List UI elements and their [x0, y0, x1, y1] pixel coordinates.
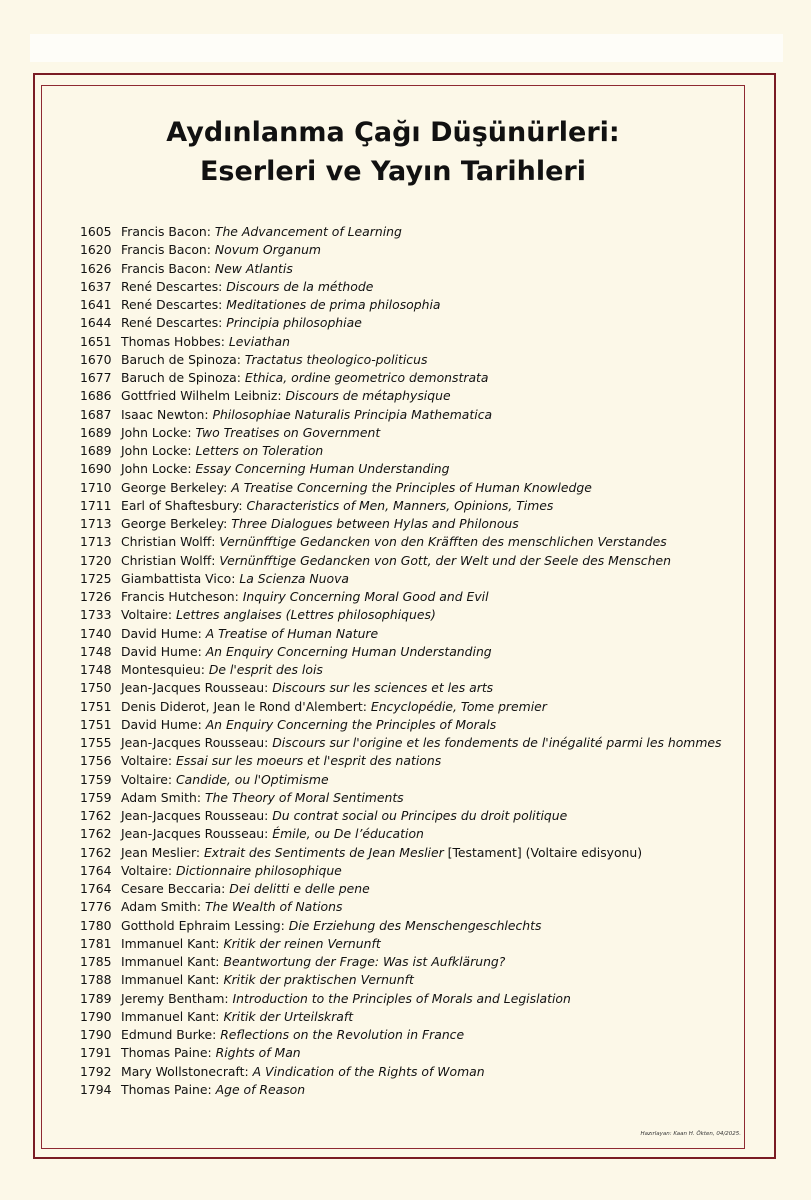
entry-work: Letters on Toleration	[195, 443, 324, 458]
entry-year: 1641	[80, 297, 112, 312]
entry-work: Lettres anglaises (Lettres philosophiques)	[176, 607, 436, 623]
entry-work: Vernünfftige Gedancken von den Kräfften des menschlichen Verstandes	[219, 534, 667, 550]
entry-author: Gottfried Wilhelm Leibniz:	[121, 388, 286, 404]
entry-work: Reflections on the Revolution in France	[220, 1027, 465, 1042]
list-item	[80, 588, 730, 606]
entry-work: Dictionnaire philosophique	[176, 862, 342, 878]
entry-year: 1626	[80, 260, 112, 276]
entry-work: Age of Reason	[215, 1081, 306, 1097]
entry-author: David Hume:	[121, 625, 206, 641]
list-item	[80, 990, 730, 1008]
entry-author: Voltaire:	[121, 862, 176, 878]
entry-work: A Vindication of the Rights of Woman	[252, 1063, 485, 1079]
entry-work: New Atlantis	[214, 260, 293, 276]
list-item	[80, 387, 730, 405]
entry-author: Isaac Newton:	[121, 406, 213, 422]
entry-year: 1689	[80, 443, 112, 458]
entry-author: Immanuel Kant:	[121, 972, 224, 988]
entry-year: 1764	[80, 881, 112, 896]
list-item	[80, 1063, 730, 1081]
entry-year: 1750	[80, 680, 112, 696]
entry-year: 1689	[80, 424, 112, 440]
list-item	[80, 807, 730, 825]
list-item	[80, 935, 730, 953]
list-item	[80, 679, 730, 697]
list-item	[80, 1044, 730, 1062]
entry-year: 1762	[80, 826, 112, 842]
entry-year: 1764	[80, 862, 112, 878]
entry-year: 1790	[80, 1027, 112, 1042]
entry-author: David Hume:	[121, 643, 206, 659]
entry-work: Leviathan	[228, 333, 290, 349]
entry-work: Novum Organum	[214, 242, 322, 258]
entry-author: Immanuel Kant:	[121, 935, 224, 951]
works-list	[80, 223, 730, 1099]
list-item	[80, 1008, 730, 1026]
list-item	[80, 844, 730, 862]
entry-year: 1670	[80, 351, 112, 367]
entry-author: Francis Bacon:	[121, 242, 215, 258]
list-item	[80, 625, 730, 643]
entry-author: Adam Smith:	[121, 789, 205, 805]
entry-year: 1751	[80, 716, 112, 732]
entry-work: Philosophiae Naturalis Principia Mathematica	[212, 406, 493, 422]
entry-year: 1605	[80, 224, 112, 239]
entry-author: George Berkeley:	[121, 516, 232, 531]
entry-author: Jean Meslier:	[121, 844, 204, 860]
list-item	[80, 734, 730, 752]
list-item	[80, 917, 730, 935]
entry-year: 1726	[80, 589, 112, 604]
entry-author: Edmund Burke:	[121, 1027, 221, 1042]
list-item	[80, 369, 730, 387]
entry-year: 1791	[80, 1045, 112, 1061]
entry-work: Two Treatises on Government	[195, 424, 381, 440]
entry-year: 1720	[80, 552, 112, 568]
entry-year: 1637	[80, 278, 112, 294]
list-item	[80, 789, 730, 807]
entry-author: Jean-Jacques Rousseau:	[121, 808, 273, 823]
entry-year: 1710	[80, 479, 112, 495]
list-item	[80, 314, 730, 332]
entry-author: David Hume:	[121, 716, 206, 732]
entry-year: 1785	[80, 954, 112, 969]
entry-author: Giambattista Vico:	[121, 570, 240, 586]
entry-author: Mary Wollstonecraft:	[121, 1063, 253, 1079]
entry-author: George Berkeley:	[121, 479, 232, 495]
entry-author: Montesquieu:	[121, 662, 209, 677]
entry-year: 1776	[80, 899, 112, 915]
list-item	[80, 698, 730, 716]
entry-author: Francis Bacon:	[121, 224, 215, 239]
entry-work: Kritik der Urteilskraft	[223, 1008, 354, 1024]
entry-year: 1686	[80, 388, 112, 404]
entry-year: 1788	[80, 972, 112, 988]
entry-year: 1690	[80, 461, 112, 477]
entry-work: Inquiry Concerning Moral Good and Evil	[242, 589, 489, 604]
entry-work: Meditationes de prima philosophia	[226, 297, 441, 312]
page-title	[41, 113, 745, 191]
entry-work: Dei delitti e delle pene	[229, 881, 370, 896]
entry-year: 1759	[80, 789, 112, 805]
entry-author: Baruch de Spinoza:	[121, 370, 245, 385]
list-item	[80, 497, 730, 515]
entry-work: An Enquiry Concerning the Principles of Morals	[205, 716, 497, 732]
list-item	[80, 898, 730, 916]
entry-work: Introduction to the Principles of Morals and Legislation	[232, 990, 571, 1006]
list-item	[80, 406, 730, 424]
entry-author: Earl of Shaftesbury:	[121, 497, 247, 513]
entry-year: 1740	[80, 625, 112, 641]
entry-work: De l'esprit des lois	[208, 662, 323, 677]
entry-author: Francis Bacon:	[121, 260, 215, 276]
list-item	[80, 880, 730, 898]
list-item	[80, 606, 730, 624]
entry-work: Discours de la méthode	[226, 278, 374, 294]
entry-work: Du contrat social ou Principes du droit politique	[272, 808, 568, 823]
entry-work: A Treatise of Human Nature	[205, 625, 379, 641]
credit-note: Hazırlayan: Kaan H. Ökten, 04/2025.	[640, 1131, 741, 1137]
entry-work: An Enquiry Concerning Human Understanding	[205, 643, 492, 659]
list-item	[80, 442, 730, 460]
entry-year: 1756	[80, 753, 112, 769]
list-item	[80, 570, 730, 588]
entry-author: John Locke:	[121, 443, 196, 458]
title-line-2: Eserleri ve Yayın Tarihleri	[199, 156, 586, 187]
entry-work: Candide, ou l'Optimisme	[176, 771, 329, 787]
entry-work: The Wealth of Nations	[204, 899, 343, 915]
list-item	[80, 278, 730, 296]
entry-year: 1762	[80, 808, 112, 823]
entry-work: Essai sur les moeurs et l'esprit des nations	[176, 753, 442, 769]
entry-year: 1687	[80, 406, 112, 422]
entry-work: Discours sur les sciences et les arts	[272, 680, 494, 696]
entry-author: Jean-Jacques Rousseau:	[121, 826, 273, 842]
list-item	[80, 333, 730, 351]
list-item	[80, 1081, 730, 1099]
list-item	[80, 424, 730, 442]
list-item	[80, 351, 730, 369]
entry-year: 1733	[80, 607, 112, 623]
list-item	[80, 296, 730, 314]
entry-year: 1751	[80, 698, 112, 714]
entry-author: Christian Wolff:	[121, 552, 220, 568]
entry-year: 1794	[80, 1081, 112, 1097]
list-item	[80, 515, 730, 533]
entry-author: René Descartes:	[121, 297, 227, 312]
entry-work: The Advancement of Learning	[214, 224, 402, 239]
list-item	[80, 223, 730, 241]
entry-work: The Theory of Moral Sentiments	[204, 789, 404, 805]
entry-year: 1713	[80, 516, 112, 531]
entry-year: 1651	[80, 333, 112, 349]
entry-work: Kritik der reinen Vernunft	[223, 935, 381, 951]
entry-year: 1792	[80, 1063, 112, 1079]
entry-year: 1711	[80, 497, 112, 513]
entry-author: Gotthold Ephraim Lessing:	[121, 917, 289, 933]
list-item	[80, 260, 730, 278]
entry-year: 1748	[80, 662, 112, 677]
entry-author: René Descartes:	[121, 278, 227, 294]
entry-author: René Descartes:	[121, 315, 227, 331]
list-item	[80, 1026, 730, 1044]
title-line-1: Aydınlanma Çağı Düşünürleri:	[166, 117, 620, 148]
entry-extra: [Testament] (Voltaire edisyonu)	[443, 844, 643, 860]
entry-author: Thomas Paine:	[121, 1081, 216, 1097]
list-item	[80, 771, 730, 789]
entry-author: Cesare Beccaria:	[121, 881, 230, 896]
top-strip	[30, 34, 783, 62]
entry-work: Ethica, ordine geometrico demonstrata	[244, 370, 489, 385]
entry-year: 1677	[80, 370, 112, 385]
entry-work: La Scienza Nuova	[239, 570, 350, 586]
entry-author: Denis Diderot, Jean le Rond d'Alembert:	[121, 698, 371, 714]
entry-author: John Locke:	[121, 461, 196, 477]
entry-author: Immanuel Kant:	[121, 1008, 224, 1024]
entry-author: Christian Wolff:	[121, 534, 220, 550]
entry-work: Characteristics of Men, Manners, Opinions, Times	[246, 497, 554, 513]
entry-work: Émile, ou De l’éducation	[272, 826, 424, 842]
list-item	[80, 971, 730, 989]
entry-author: Jeremy Bentham:	[121, 990, 233, 1006]
list-item	[80, 533, 730, 551]
list-item	[80, 752, 730, 770]
entry-year: 1713	[80, 534, 112, 550]
list-item	[80, 552, 730, 570]
entry-year: 1762	[80, 844, 112, 860]
list-item	[80, 643, 730, 661]
entry-year: 1781	[80, 935, 112, 951]
entry-work: Tractatus theologico-politicus	[244, 351, 428, 367]
entry-author: Baruch de Spinoza:	[121, 351, 245, 367]
list-item	[80, 953, 730, 971]
entry-year: 1620	[80, 242, 112, 258]
entry-work: Three Dialogues between Hylas and Philonous	[231, 516, 519, 531]
entry-year: 1759	[80, 771, 112, 787]
entry-year: 1790	[80, 1008, 112, 1024]
entry-author: Thomas Paine:	[121, 1045, 216, 1061]
entry-work: Kritik der praktischen Vernunft	[223, 972, 414, 988]
entry-work: Extrait des Sentiments de Jean Meslier	[203, 844, 444, 860]
entry-work: A Treatise Concerning the Principles of Human Knowledge	[231, 479, 592, 495]
entry-author: Francis Hutcheson:	[121, 589, 243, 604]
entry-year: 1755	[80, 735, 112, 750]
entry-work: Encyclopédie, Tome premier	[370, 698, 547, 714]
list-item	[80, 825, 730, 843]
entry-work: Vernünfftige Gedancken von Gott, der Welt und der Seele des Menschen	[219, 552, 671, 568]
entry-year: 1644	[80, 315, 112, 331]
entry-work: Rights of Man	[215, 1045, 301, 1061]
list-item	[80, 661, 730, 679]
entry-year: 1725	[80, 570, 112, 586]
entry-author: Adam Smith:	[121, 899, 205, 915]
list-item	[80, 862, 730, 880]
entry-author: Voltaire:	[121, 607, 176, 623]
entry-work: Essay Concerning Human Understanding	[195, 461, 450, 477]
entry-work: Die Erziehung des Menschengeschlechts	[288, 917, 542, 933]
entry-author: John Locke:	[121, 424, 196, 440]
entry-year: 1748	[80, 643, 112, 659]
entry-author: Jean-Jacques Rousseau:	[121, 680, 273, 696]
list-item	[80, 716, 730, 734]
list-item	[80, 479, 730, 497]
entry-author: Thomas Hobbes:	[121, 333, 229, 349]
entry-author: Voltaire:	[121, 771, 176, 787]
entry-work: Discours sur l'origine et les fondements de l'inégalité parmi les hommes	[272, 735, 722, 750]
entry-work: Beantwortung der Frage: Was ist Aufklärung?	[223, 954, 506, 969]
entry-author: Voltaire:	[121, 753, 176, 769]
entry-author: Jean-Jacques Rousseau:	[121, 735, 273, 750]
entry-year: 1789	[80, 990, 112, 1006]
list-item	[80, 460, 730, 478]
list-item	[80, 241, 730, 259]
entry-author: Immanuel Kant:	[121, 954, 224, 969]
entry-year: 1780	[80, 917, 112, 933]
entry-work: Principia philosophiae	[226, 315, 362, 331]
entry-work: Discours de métaphysique	[285, 388, 451, 404]
